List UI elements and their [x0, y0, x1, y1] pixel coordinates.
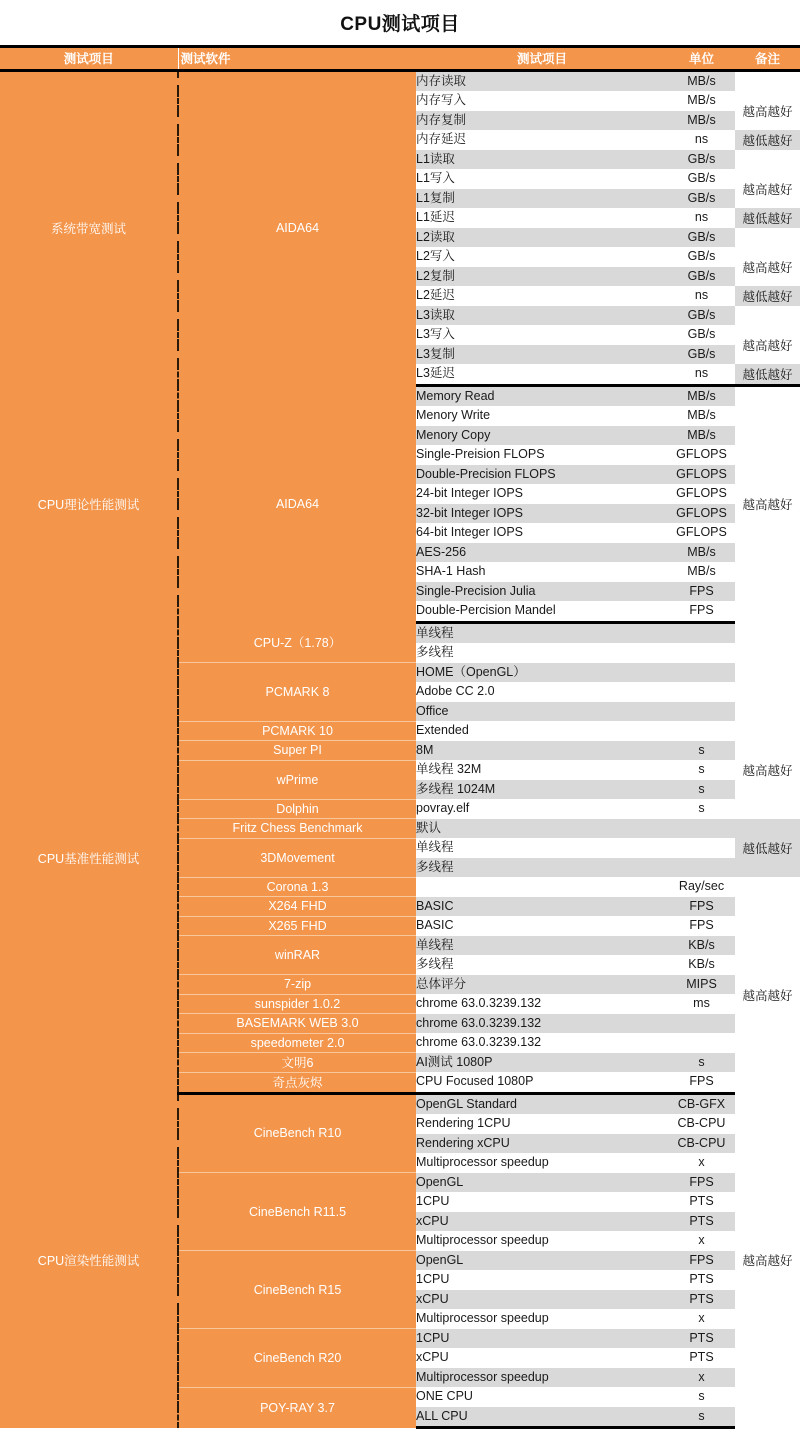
software-name: 3DMovement — [178, 838, 416, 877]
test-item: Office — [416, 702, 668, 722]
test-unit: MB/s — [668, 562, 735, 582]
software-name: POY-RAY 3.7 — [178, 1387, 416, 1428]
test-item: 32-bit Integer IOPS — [416, 504, 668, 524]
test-unit: FPS — [668, 897, 735, 917]
test-unit: MB/s — [668, 70, 735, 91]
test-item: Memory Read — [416, 385, 668, 406]
test-unit: s — [668, 1053, 735, 1073]
test-item: OpenGL — [416, 1251, 668, 1271]
test-unit: ns — [668, 208, 735, 228]
software-name: AIDA64 — [178, 385, 416, 622]
software-name: CineBench R10 — [178, 1093, 416, 1173]
page-title-bar — [0, 0, 800, 48]
test-unit — [668, 721, 735, 741]
test-unit: CB-CPU — [668, 1134, 735, 1154]
test-item: OpenGL Standard — [416, 1093, 668, 1114]
test-unit: x — [668, 1309, 735, 1329]
test-note: 越高越好 — [742, 338, 793, 353]
test-item: xCPU — [416, 1348, 668, 1368]
software-name: Super PI — [178, 741, 416, 761]
test-unit: CB-CPU — [668, 1114, 735, 1134]
software-name: CineBench R11.5 — [178, 1173, 416, 1251]
test-unit: GFLOPS — [668, 504, 735, 524]
test-note: 越高越好 — [742, 1254, 793, 1269]
software-name: Fritz Chess Benchmark — [178, 819, 416, 839]
test-item: L2写入 — [416, 247, 668, 267]
test-unit: GFLOPS — [668, 484, 735, 504]
test-unit — [668, 858, 735, 878]
test-unit: x — [668, 1153, 735, 1173]
test-item: Adobe CC 2.0 — [416, 682, 668, 702]
test-item: chrome 63.0.3239.132 — [416, 1033, 668, 1053]
test-unit — [668, 1014, 735, 1034]
test-unit: MB/s — [668, 111, 735, 131]
test-note — [735, 622, 800, 741]
test-unit — [668, 643, 735, 663]
test-note: 越高越好 — [742, 182, 793, 197]
test-item: L3复制 — [416, 345, 668, 365]
test-item: Rendering 1CPU — [416, 1114, 668, 1134]
header-note: 备注 — [735, 48, 800, 70]
table-row — [0, 1093, 800, 1114]
software-name: 奇点灰烬 — [178, 1072, 416, 1093]
test-unit: GB/s — [668, 169, 735, 189]
test-unit: GFLOPS — [668, 523, 735, 543]
page-title: CPU测试项目 — [340, 14, 460, 35]
table-header-row — [0, 48, 800, 70]
software-name: X264 FHD — [178, 897, 416, 917]
software-name: winRAR — [178, 936, 416, 975]
software-name: PCMARK 8 — [178, 663, 416, 722]
test-unit: PTS — [668, 1348, 735, 1368]
test-note: 越高越好 — [742, 763, 793, 778]
test-unit: s — [668, 799, 735, 819]
test-item: Single-Preision FLOPS — [416, 445, 668, 465]
software-name: sunspider 1.0.2 — [178, 994, 416, 1014]
test-item: L2读取 — [416, 228, 668, 248]
header-category: 测试项目 — [0, 48, 178, 70]
test-item: Extended — [416, 721, 668, 741]
test-unit: KB/s — [668, 936, 735, 956]
test-unit: GB/s — [668, 150, 735, 170]
test-item: Multiprocessor speedup — [416, 1309, 668, 1329]
test-unit: GFLOPS — [668, 465, 735, 485]
test-item: BASIC — [416, 916, 668, 936]
test-unit: x — [668, 1368, 735, 1388]
software-name: Corona 1.3 — [178, 877, 416, 897]
test-note: 越高越好 — [742, 988, 793, 1003]
test-unit: s — [668, 760, 735, 780]
test-item: L3写入 — [416, 325, 668, 345]
test-item: 内存延迟 — [416, 130, 668, 150]
test-item: 多线程 — [416, 643, 668, 663]
test-unit: FPS — [668, 1251, 735, 1271]
test-item: 1CPU — [416, 1270, 668, 1290]
test-item: 单线程 32M — [416, 760, 668, 780]
test-unit: Ray/sec — [668, 877, 735, 897]
test-note: 越低越好 — [735, 208, 800, 228]
section-category-0: 系统带宽测试 — [0, 70, 178, 385]
test-item: chrome 63.0.3239.132 — [416, 994, 668, 1014]
test-unit: KB/s — [668, 955, 735, 975]
test-unit: s — [668, 741, 735, 761]
test-unit: GB/s — [668, 267, 735, 287]
test-unit: PTS — [668, 1212, 735, 1232]
test-item: Multiprocessor speedup — [416, 1231, 668, 1251]
test-item: Menory Write — [416, 406, 668, 426]
test-unit: GB/s — [668, 306, 735, 326]
table-row — [0, 385, 800, 406]
test-unit: GB/s — [668, 189, 735, 209]
test-unit: PTS — [668, 1270, 735, 1290]
software-name: CineBench R15 — [178, 1251, 416, 1329]
test-unit: FPS — [668, 1173, 735, 1193]
header-unit: 单位 — [668, 48, 735, 70]
test-note: 越低越好 — [735, 286, 800, 306]
test-note — [735, 70, 800, 91]
table-row — [0, 622, 800, 643]
test-item: 多线程 1024M — [416, 780, 668, 800]
table-row — [0, 70, 800, 91]
test-item: SHA-1 Hash — [416, 562, 668, 582]
test-item: Double-Precision FLOPS — [416, 465, 668, 485]
test-unit — [668, 622, 735, 643]
test-item: 多线程 — [416, 858, 668, 878]
test-item: Multiprocessor speedup — [416, 1153, 668, 1173]
section-category-2: CPU基准性能测试 — [0, 622, 178, 1093]
test-unit: MB/s — [668, 91, 735, 111]
test-unit: PTS — [668, 1192, 735, 1212]
test-item: HOME（OpenGL） — [416, 663, 668, 683]
test-item: 内存写入 — [416, 91, 668, 111]
test-item — [416, 877, 668, 897]
test-unit: MB/s — [668, 385, 735, 406]
software-name: PCMARK 10 — [178, 721, 416, 741]
software-name: CPU-Z（1.78） — [178, 622, 416, 663]
test-unit: PTS — [668, 1290, 735, 1310]
software-name: X265 FHD — [178, 916, 416, 936]
test-item: L1复制 — [416, 189, 668, 209]
test-note: 越低越好 — [735, 364, 800, 385]
test-unit: FPS — [668, 582, 735, 602]
software-name: CineBench R20 — [178, 1329, 416, 1388]
test-item: Double-Percision Mandel — [416, 601, 668, 622]
test-item: 1CPU — [416, 1192, 668, 1212]
test-unit: GB/s — [668, 325, 735, 345]
test-item: Single-Precision Julia — [416, 582, 668, 602]
test-item: L1写入 — [416, 169, 668, 189]
test-item: povray.elf — [416, 799, 668, 819]
software-name: AIDA64 — [178, 70, 416, 385]
test-unit: FPS — [668, 601, 735, 622]
test-unit: GB/s — [668, 247, 735, 267]
header-item: 测试项目 — [416, 48, 668, 70]
test-unit: ns — [668, 286, 735, 306]
test-unit: MB/s — [668, 406, 735, 426]
test-note — [735, 150, 800, 170]
test-item: L1读取 — [416, 150, 668, 170]
test-item: 总体评分 — [416, 975, 668, 995]
test-item: L1延迟 — [416, 208, 668, 228]
test-note: 越高越好 — [742, 104, 793, 119]
test-note — [735, 877, 800, 897]
test-unit — [668, 682, 735, 702]
test-item: 1CPU — [416, 1329, 668, 1349]
test-unit: ns — [668, 364, 735, 385]
section-category-3: CPU渲染性能测试 — [0, 1093, 178, 1428]
test-item: 内存复制 — [416, 111, 668, 131]
test-unit: ns — [668, 130, 735, 150]
test-unit: s — [668, 1407, 735, 1428]
test-item: ONE CPU — [416, 1387, 668, 1407]
test-unit — [668, 819, 735, 839]
test-item: 单线程 — [416, 936, 668, 956]
test-unit — [668, 663, 735, 683]
test-unit — [668, 838, 735, 858]
software-name: BASEMARK WEB 3.0 — [178, 1014, 416, 1034]
test-item: L3读取 — [416, 306, 668, 326]
test-note: 越低越好 — [735, 130, 800, 150]
test-note: 越高越好 — [742, 260, 793, 275]
test-item: Multiprocessor speedup — [416, 1368, 668, 1388]
cpu-test-table — [0, 48, 800, 1429]
test-unit: x — [668, 1231, 735, 1251]
test-note: 越低越好 — [735, 819, 800, 878]
test-unit: CB-GFX — [668, 1093, 735, 1114]
test-unit: FPS — [668, 1072, 735, 1093]
test-item: L3延迟 — [416, 364, 668, 385]
test-item: xCPU — [416, 1212, 668, 1232]
test-item: L2复制 — [416, 267, 668, 287]
software-name: wPrime — [178, 760, 416, 799]
software-name: Dolphin — [178, 799, 416, 819]
test-item: 8M — [416, 741, 668, 761]
test-unit: FPS — [668, 916, 735, 936]
test-item: CPU Focused 1080P — [416, 1072, 668, 1093]
section-category-1: CPU理论性能测试 — [0, 385, 178, 622]
test-item: Rendering xCPU — [416, 1134, 668, 1154]
test-unit: ms — [668, 994, 735, 1014]
header-software: 测试软件 — [178, 48, 416, 70]
test-unit: PTS — [668, 1329, 735, 1349]
software-name: speedometer 2.0 — [178, 1033, 416, 1053]
test-unit: GB/s — [668, 228, 735, 248]
software-name: 文明6 — [178, 1053, 416, 1073]
test-unit: MB/s — [668, 543, 735, 563]
test-item: OpenGL — [416, 1173, 668, 1193]
test-item: 单线程 — [416, 838, 668, 858]
software-name: 7-zip — [178, 975, 416, 995]
test-unit: MB/s — [668, 426, 735, 446]
test-note — [735, 228, 800, 248]
test-item: 64-bit Integer IOPS — [416, 523, 668, 543]
test-unit: GB/s — [668, 345, 735, 365]
test-unit: MIPS — [668, 975, 735, 995]
test-item: Menory Copy — [416, 426, 668, 446]
test-unit — [668, 1033, 735, 1053]
test-item: ALL CPU — [416, 1407, 668, 1428]
test-unit: GFLOPS — [668, 445, 735, 465]
test-item: AES-256 — [416, 543, 668, 563]
test-unit — [668, 702, 735, 722]
test-note — [735, 799, 800, 819]
test-unit: s — [668, 780, 735, 800]
test-item: BASIC — [416, 897, 668, 917]
test-unit: s — [668, 1387, 735, 1407]
test-item: chrome 63.0.3239.132 — [416, 1014, 668, 1034]
test-item: 24-bit Integer IOPS — [416, 484, 668, 504]
test-item: 多线程 — [416, 955, 668, 975]
test-item: xCPU — [416, 1290, 668, 1310]
test-item: 默认 — [416, 819, 668, 839]
test-note: 越高越好 — [742, 498, 793, 513]
test-note — [735, 306, 800, 326]
test-item: 单线程 — [416, 622, 668, 643]
test-item: L2延迟 — [416, 286, 668, 306]
test-item: 内存读取 — [416, 70, 668, 91]
test-item: AI测试 1080P — [416, 1053, 668, 1073]
